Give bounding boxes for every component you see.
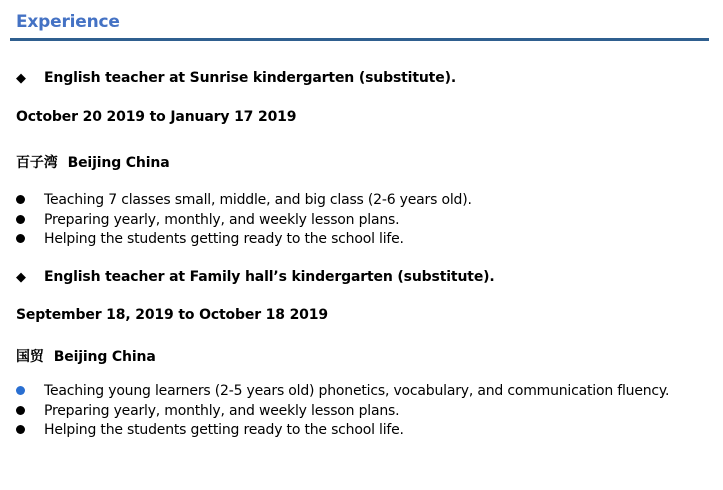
list-item [16, 402, 669, 422]
job-location [16, 152, 170, 172]
list-item [16, 230, 472, 250]
job-title [16, 269, 495, 285]
list-item [16, 211, 472, 231]
bullet-dot-icon [16, 195, 25, 204]
location-city: Beijing China [53, 349, 156, 365]
list-item [16, 191, 472, 211]
job-title [16, 70, 456, 86]
job-title-text: English teacher at Sunrise kindergarten (substitute). [44, 70, 456, 86]
job-location [16, 346, 156, 366]
job-dates: October 20 2019 to January 17 2019 [16, 109, 297, 125]
section-title: Experience [16, 12, 120, 32]
job-dates: September 18, 2019 to October 18 2019 [16, 307, 328, 323]
bullet-dot-icon [16, 234, 25, 243]
job-title-text: English teacher at Family hall’s kindergarten (substitute). [44, 269, 495, 285]
list-item-text: Preparing yearly, monthly, and weekly lesson plans. [44, 211, 400, 228]
list-item-text: Teaching 7 classes small, middle, and big class (2-6 years old). [44, 192, 472, 208]
bullet-dot-icon [16, 386, 25, 395]
list-item [16, 421, 669, 441]
list-item [16, 382, 669, 402]
list-item-text: Teaching young learners (2-5 years old) phonetics, vocabulary, and communication fluency. [44, 383, 670, 399]
bullet-dot-icon [16, 425, 25, 434]
list-item-text: Helping the students getting ready to the school life. [44, 231, 404, 247]
job-bullet-list [16, 382, 669, 441]
location-chinese: 国贸 [16, 349, 44, 365]
diamond-bullet-icon: ◆ [16, 71, 26, 86]
bullet-dot-icon [16, 215, 25, 224]
location-city: Beijing China [67, 155, 170, 171]
list-item-text: Preparing yearly, monthly, and weekly lesson plans. [44, 402, 400, 419]
bullet-dot-icon [16, 406, 25, 415]
job-bullet-list [16, 191, 472, 250]
location-chinese: 百子湾 [16, 155, 58, 171]
diamond-bullet-icon: ◆ [16, 270, 26, 285]
list-item-text: Helping the students getting ready to the school life. [44, 422, 404, 438]
section-divider [10, 38, 709, 41]
